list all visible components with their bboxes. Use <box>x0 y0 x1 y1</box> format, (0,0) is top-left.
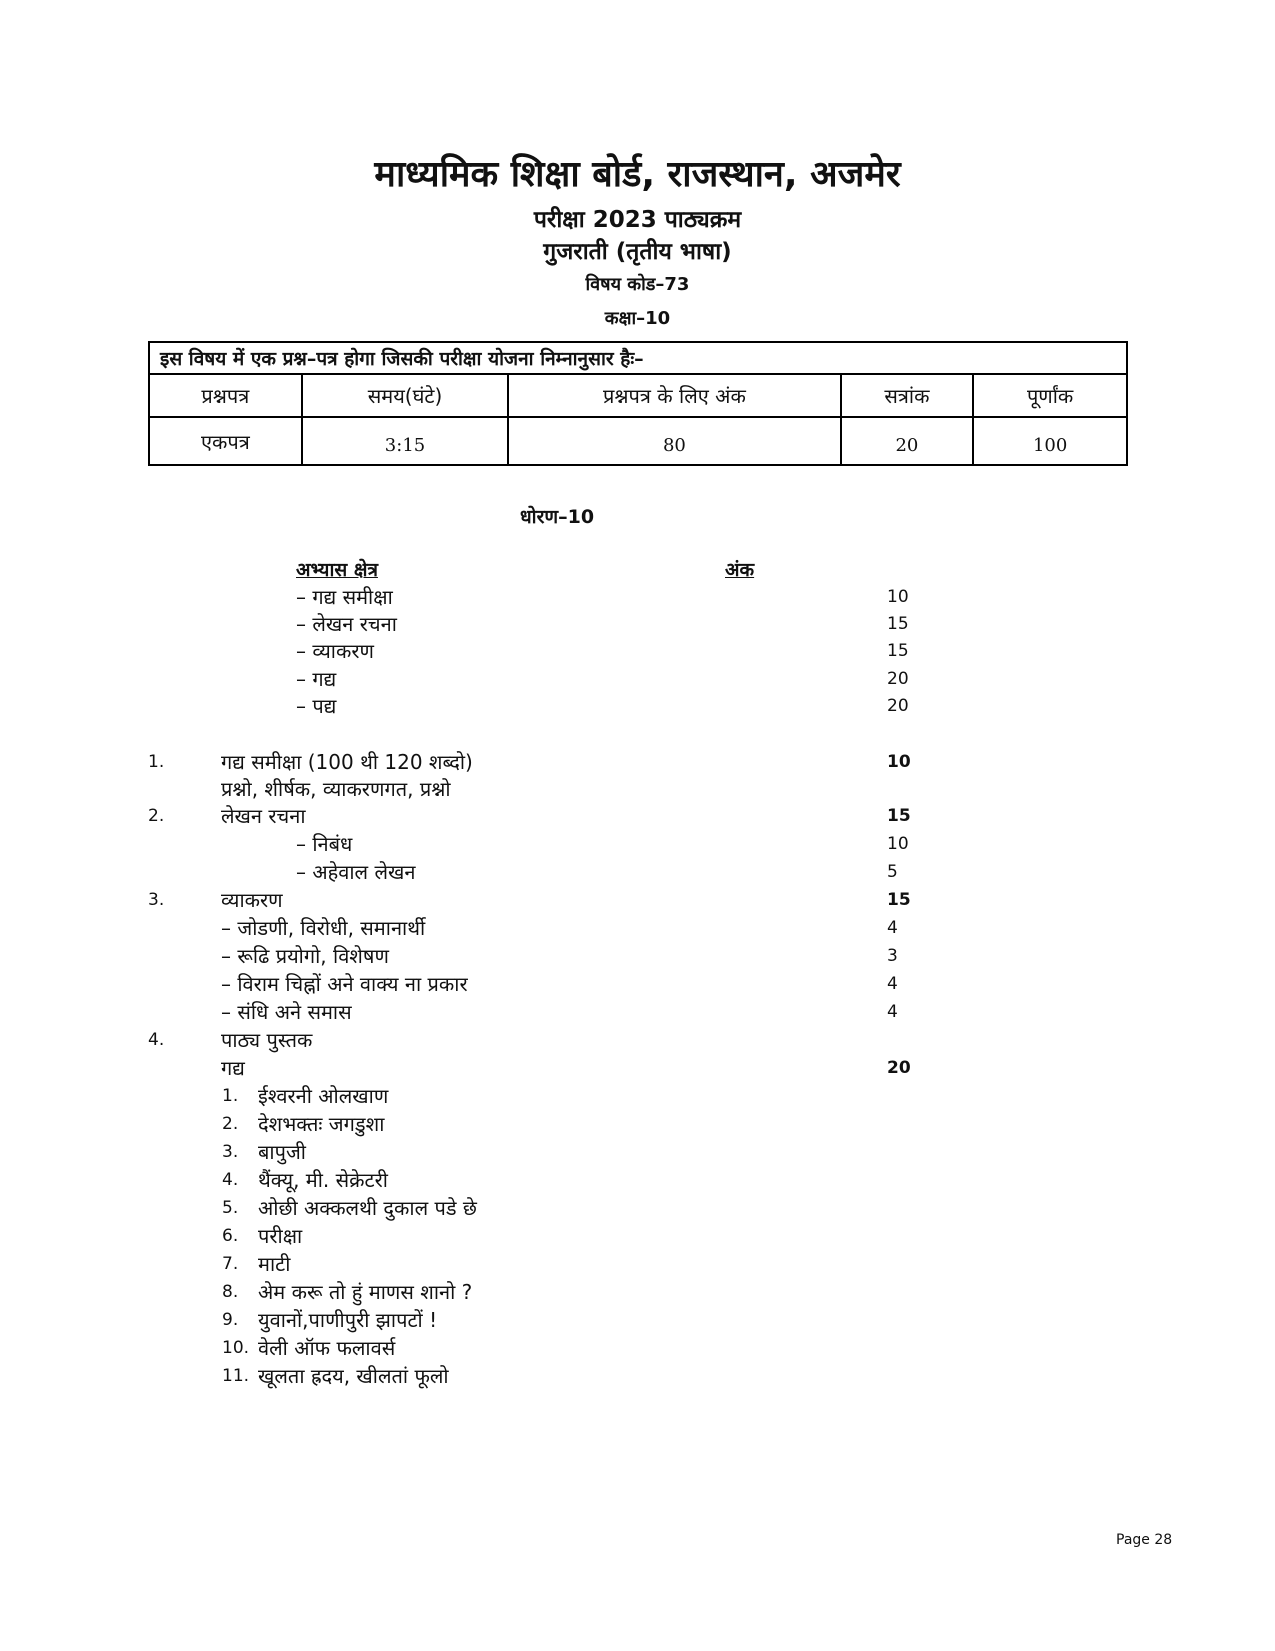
lesson-title: वेली ऑफ फलावर्स <box>258 1336 396 1360</box>
subsection-marks: 10 <box>887 834 909 854</box>
subject-code: विषय कोड–73 <box>585 274 690 295</box>
exam-scheme-table <box>148 341 1128 466</box>
summary-item-label: – लेखन रचना <box>296 612 397 636</box>
subsection-marks: 4 <box>887 1002 898 1022</box>
lesson-number: 5. <box>222 1198 239 1218</box>
section-title: गद्य समीक्षा (100 थी 120 शब्दो) <box>221 750 473 774</box>
summary-item-marks: 10 <box>887 587 909 607</box>
cell-paper-marks: 80 <box>508 417 840 465</box>
section-number: 3. <box>148 890 165 910</box>
lesson-title: परीक्षा <box>258 1224 303 1248</box>
subsection-label: – अहेवाल लेखन <box>296 860 416 884</box>
subsection-marks: 3 <box>887 946 898 966</box>
subsection-marks: 4 <box>887 918 898 938</box>
section-marks: 15 <box>887 890 911 910</box>
exam-subtitle: परीक्षा 2023 पाठ्यक्रम <box>533 207 742 233</box>
section-number: 4. <box>148 1030 165 1050</box>
scheme-intro: इस विषय में एक प्रश्न–पत्र होगा जिसकी परीक्षा योजना निम्नानुसार हैः– <box>149 342 1127 374</box>
lesson-number: 7. <box>222 1254 239 1274</box>
cell-paper: एकपत्र <box>149 417 302 465</box>
lesson-number: 9. <box>222 1310 239 1330</box>
summary-item-label: – व्याकरण <box>296 639 374 663</box>
section-note: प्रश्नो, शीर्षक, व्याकरणगत, प्रश्नो <box>221 777 451 801</box>
lesson-title: देशभक्तः जगडुशा <box>258 1112 385 1136</box>
lesson-title: ईश्वरनी ओलखाण <box>258 1084 389 1108</box>
header-total-marks: पूर्णांक <box>973 374 1127 417</box>
subsection-marks: 5 <box>887 862 898 882</box>
header-time: समय(घंटे) <box>302 374 509 417</box>
summary-marks-heading: अंक <box>725 559 755 581</box>
summary-item-label: – गद्य समीक्षा <box>296 585 393 609</box>
summary-area-heading: अभ्यास क्षेत्र <box>296 559 378 581</box>
page-number: Page 28 <box>1116 1532 1173 1548</box>
lesson-title: युवानों,पाणीपुरी झापटों ! <box>258 1308 438 1332</box>
lesson-title: माटी <box>258 1252 291 1276</box>
lesson-title: ओछी अक्कलथी दुकाल पडे छे <box>258 1196 477 1220</box>
header-paper: प्रश्नपत्र <box>149 374 302 417</box>
subsection-marks: 20 <box>887 1058 911 1078</box>
cell-total-marks: 100 <box>973 417 1127 465</box>
subsection-title: गद्य <box>221 1056 245 1080</box>
lesson-number: 10. <box>222 1338 250 1358</box>
section-marks: 10 <box>887 752 911 772</box>
summary-item-marks: 15 <box>887 614 909 634</box>
header-paper-marks: प्रश्नपत्र के लिए अंक <box>508 374 840 417</box>
lesson-number: 6. <box>222 1226 239 1246</box>
summary-item-marks: 20 <box>887 669 909 689</box>
section-title: पाठ्य पुस्तक <box>221 1028 313 1052</box>
class-label: कक्षा–10 <box>604 308 671 329</box>
lesson-number: 1. <box>222 1086 239 1106</box>
section-title: व्याकरण <box>221 888 283 912</box>
subsection-marks: 4 <box>887 974 898 994</box>
subsection-label: – विराम चिह्नों अने वाक्य ना प्रकार <box>221 972 468 996</box>
summary-item-marks: 15 <box>887 641 909 661</box>
summary-item-marks: 20 <box>887 696 909 716</box>
section-number: 2. <box>148 806 165 826</box>
subsection-label: – निबंध <box>296 832 353 856</box>
lesson-number: 2. <box>222 1114 239 1134</box>
summary-item-label: – पद्य <box>296 694 337 718</box>
cell-session-marks: 20 <box>841 417 974 465</box>
lesson-title: खूलता ह्रदय, खीलतां फूलो <box>258 1364 449 1388</box>
summary-item-label: – गद्य <box>296 667 337 691</box>
section-marks: 15 <box>887 806 911 826</box>
lesson-number: 8. <box>222 1282 239 1302</box>
lesson-title: थैंक्यू, मी. सेक्रेटरी <box>258 1168 388 1192</box>
subsection-label: – संधि अने समास <box>221 1000 352 1024</box>
lesson-title: अेम करू तो हुं माणस शानो ? <box>258 1280 473 1304</box>
subsection-label: – रूढि प्रयोगो, विशेषण <box>221 944 389 968</box>
section-number: 1. <box>148 752 165 772</box>
standard-heading: धोरण–10 <box>520 506 595 528</box>
lesson-number: 4. <box>222 1170 239 1190</box>
page-title: माध्यमिक शिक्षा बोर्ड, राजस्थान, अजमेर <box>374 154 901 195</box>
header-session-marks: सत्रांक <box>841 374 974 417</box>
lesson-number: 3. <box>222 1142 239 1162</box>
table-row <box>149 417 1127 465</box>
lesson-title: बापुजी <box>258 1140 306 1164</box>
section-title: लेखन रचना <box>221 804 306 828</box>
subsection-label: – जोडणी, विरोधी, समानार्थी <box>221 916 426 940</box>
table-header-row <box>149 374 1127 417</box>
lesson-number: 11. <box>222 1366 250 1386</box>
cell-time: 3:15 <box>302 417 509 465</box>
subject-title: गुजराती (तृतीय भाषा) <box>543 239 732 265</box>
